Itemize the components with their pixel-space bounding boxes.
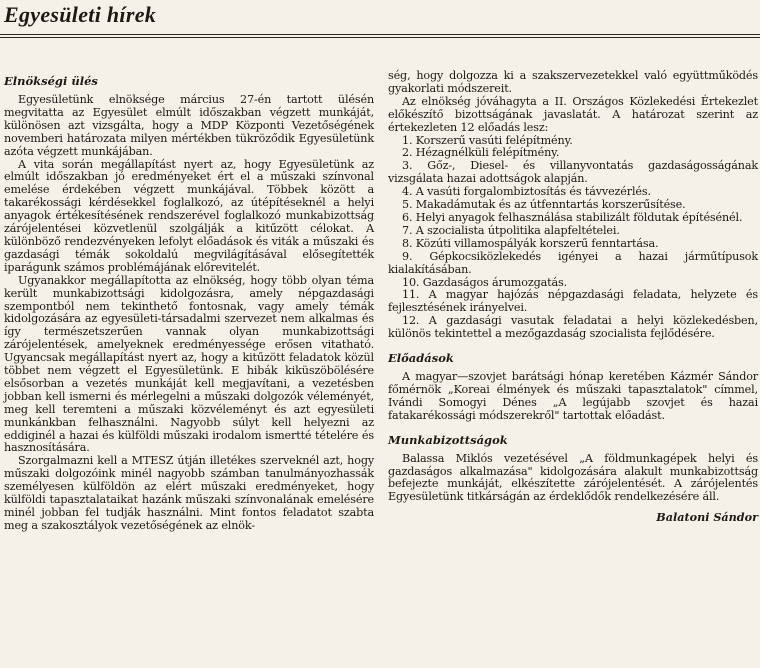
board-meeting-paragraph: Egyesületünk elnöksége március 27-én tartott ülésén megvitatta az Egyesület elmúlt időszakban végzett munkáját, különösen azt vizsgálta, hogy a MDP Központi Vezetőségének novemberi határozata milyen mértékben tükröződik Egyesületünk azóta végzett munkájában. [4,93,374,158]
header-rule-top [0,34,760,35]
lecture-list [388,135,758,342]
left-column [4,64,374,533]
list-item: 10. Gazdaságos árumozgatás. [402,275,567,289]
lectures-paragraph: A magyar—szovjet barátsági hónap keretében Kázmér Sándor főmérnök „Koreai élmények és műszaki tapasztalatok" címmel, Ivándi Somogyi Dénes „A legújabb szovjet és hazai fatakarékossági módszerekről" tartottak előadást. [388,370,758,422]
board-meeting-paragraph: Ugyanakkor megállapította az elnökség, hogy több olyan téma került munkabizottsági kidolgozásra, amely népgazdasági szempontból nem tekinthető fontosnak, vagy amely témák kidolgozására az egyesületi-társadalmi szervezet nem alkalmas és így természetszerűen vannak olyan munkabizottsági zárójelentések, amelyeknek eredményessége erősen vitatható. Ugyancsak megállapítást nyert az, hogy a kitűzött feladatok közül többet nem végzett el Egyesületünk. E hibák kiküszöbölésére elsősorban a vezetés munkáját kell megjavítani, a vezetésben jobban kell ismerni és mérlegelni a műszaki dolgozók véleményét, meg kell teremteni a műszaki közvéleményt és azt egyesületi munkánkban felhasználni. Nagyobb súlyt kell helyezni az eddiginél a hazai és külföldi műszaki irodalom ismertté tételére és hasznosítására. [4,273,374,455]
right-column [388,70,758,524]
board-meeting-paragraph: A vita során megállapítást nyert az, hogy Egyesületünk az elmúlt időszakban jó eredményeket ért el a műszaki színvonal emelése érdekében végzett munkájával. Többek között a takarékossági kérdésekkel foglalkozó, az útépítéseknél a helyi anyagok értékesítésének rendszerével foglalkozó munkabizottság zárójelentései közvetlenül szolgálják a kitűzött célokat. A különböző rendezvényeken lefolyt előadások és viták a műszaki és gazdasági témák sokoldalú megvilágításával elősegítették iparágunk számos problémájának előrevitelét. [4,157,374,274]
section-heading-committees: Munkabizottságok [388,432,508,447]
list-item: 7. A szocialista útpolitika alapfeltételei. [402,223,620,237]
list-item: 4. A vasúti forgalombiztosítás és távvezérlés. [402,185,651,199]
list-item: 1. Korszerű vasúti felépítmény. [402,133,573,147]
header-rule-bottom [0,37,760,38]
board-meeting-paragraph: Szorgalmazni kell a MTESZ útján illetékes szerveknél azt, hogy műszaki dolgozóink minél nagyobb számban tanulmányozhassák személyesen külföldön az elért műszaki eredményeket, hogy külföldi tapasztalataikat hazánk műszaki színvonalának emelésére minél jobban fel tudják használni. Mint fontos feladatot szabta meg a szakosztályok vezetőségének az elnök- [4,454,374,532]
list-item: 2. Hézagnélküli felépítmény. [402,146,560,160]
list-item: 6. Helyi anyagok felhasználása stabilizált földutak építésénél. [402,210,743,224]
list-item: 8. Közúti villamospályák korszerű fenntartása. [402,236,659,250]
list-item: 11. A magyar hajózás népgazdasági feladata, helyzete és fejlesztésének irányelvei. [388,288,758,315]
page-title: Egyesületi hírek [4,2,157,27]
list-item: 5. Makadámutak és az útfenntartás korszerűsítése. [402,198,686,212]
continuation-paragraph: ség, hogy dolgozza ki a szakszervezetekkel való együttműködés gyakorlati módszereit. [388,69,758,95]
list-item: 12. A gazdasági vasutak feladatai a helyi közlekedésben, különös tekintettel a mezőgazdaság szocialista fejlődésére. [388,314,758,341]
section-heading-lectures: Előadások [388,351,454,366]
committees-paragraph: Balassa Miklós vezetésével „A földmunkagépek helyi és gazdaságos alkalmazása" kidolgozására alakult munkabizottság befejezte munkáját, elkészítette zárójelentését. A zárójelentés Egyesületünk titkárságán az érdeklődők rendelkezésére áll. [388,451,758,504]
list-item: 3. Gőz-, Diesel- és villanyvontatás gazdaságosságának vizsgálata hazai adottságok alapján. [388,159,758,186]
list-item: 9. Gépkocsiközlekedés igényei a hazai járműtípusok kialakításában. [388,249,758,276]
section-heading-board-meeting: Elnökségi ülés [4,74,98,88]
author-signature: Balatoni Sándor [656,510,758,525]
approval-paragraph: Az elnökség jóváhagyta a II. Országos Közlekedési Értekezlet előkészítő bizottságának javaslatát. A határozat szerint az értekezleten 12 előadás lesz: [388,94,758,134]
